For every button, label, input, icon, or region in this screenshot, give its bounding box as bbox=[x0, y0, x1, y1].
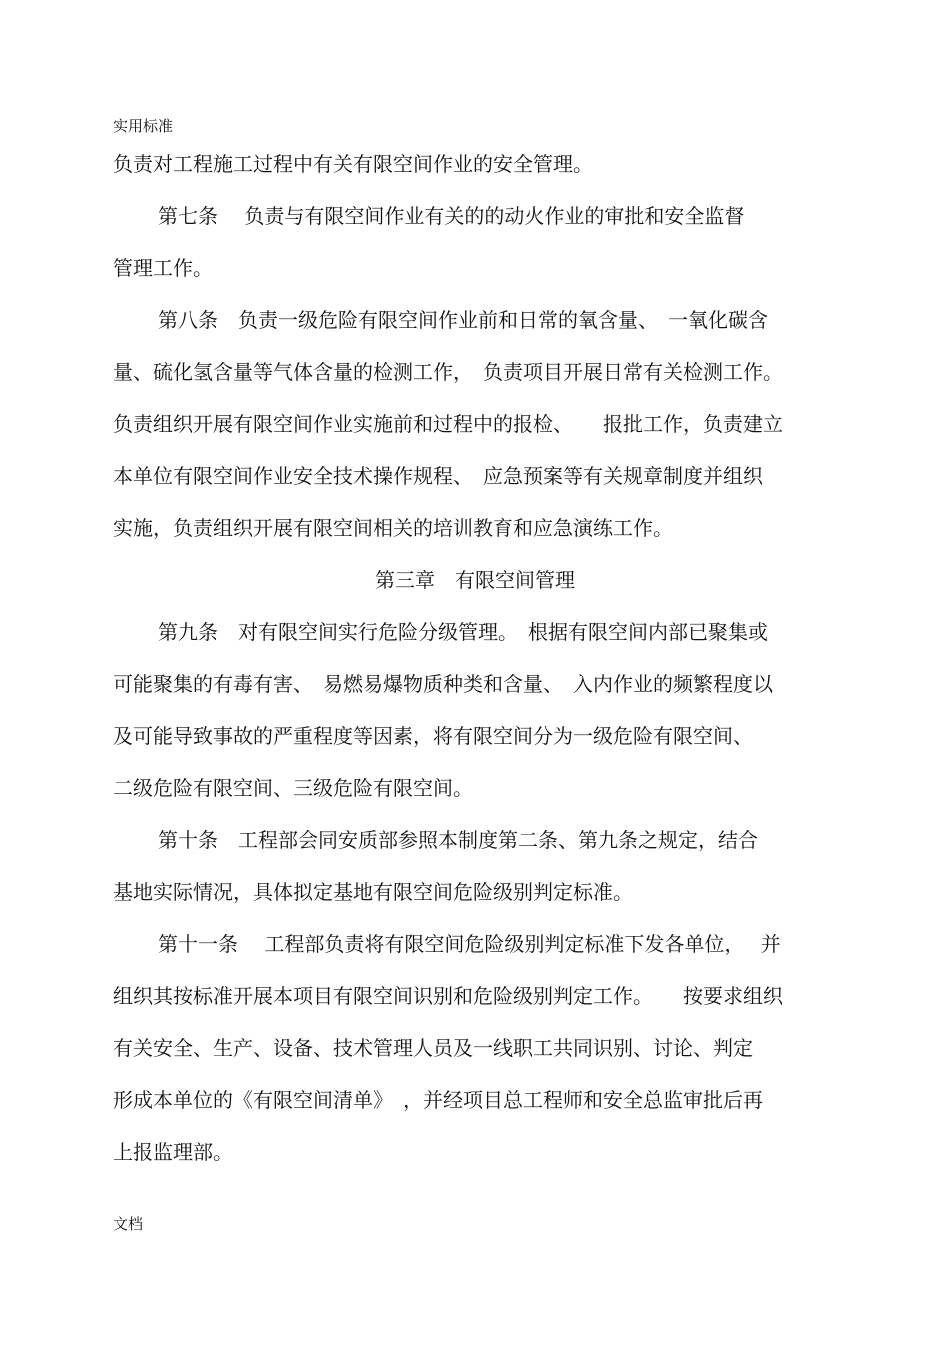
body-line: 管理工作。 bbox=[113, 256, 213, 280]
body-line: 负责组织开展有限空间作业实施前和过程中的报检、 报批工作，负责建立 bbox=[113, 412, 783, 436]
body-line: 负责对工程施工过程中有关有限空间作业的安全管理。 bbox=[113, 152, 593, 176]
body-line: 可能聚集的有毒有害、 易燃易爆物质种类和含量、 入内作业的频繁程度以 bbox=[113, 672, 773, 696]
article-8-line: 第八条 负责一级危险有限空间作业前和日常的氧含量、 一氧化碳含 bbox=[158, 308, 768, 332]
body-line: 形成本单位的《有限空间清单》 ，并经项目总工程师和安全总监审批后再 bbox=[113, 1088, 763, 1112]
body-line: 基地实际情况，具体拟定基地有限空间危险级别判定标准。 bbox=[113, 880, 633, 904]
body-line: 量、硫化氢含量等气体含量的检测工作， 负责项目开展日常有关检测工作。 bbox=[113, 360, 783, 384]
article-7-line: 第七条 负责与有限空间作业有关的的动火作业的审批和安全监督 bbox=[158, 204, 745, 228]
body-line: 及可能导致事故的严重程度等因素，将有限空间分为一级危险有限空间、 bbox=[113, 724, 753, 748]
article-11-line: 第十一条 工程部负责将有限空间危险级别判定标准下发各单位， 并 bbox=[158, 932, 781, 956]
body-line: 二级危险有限空间、三级危险有限空间。 bbox=[113, 776, 473, 800]
page-footer: 文档 bbox=[113, 1215, 144, 1233]
article-9-line: 第九条 对有限空间实行危险分级管理。 根据有限空间内部已聚集或 bbox=[158, 620, 768, 644]
page-header: 实用标准 bbox=[113, 117, 174, 135]
chapter-heading: 第三章 有限空间管理 bbox=[375, 568, 575, 592]
body-line: 本单位有限空间作业安全技术操作规程、 应急预案等有关规章制度并组织 bbox=[113, 464, 763, 488]
body-line: 组织其按标准开展本项目有限空间识别和危险级别判定工作。 按要求组织 bbox=[113, 984, 783, 1008]
body-line: 有关安全、生产、设备、技术管理人员及一线职工共同识别、讨论、判定 bbox=[113, 1036, 753, 1060]
article-10-line: 第十条 工程部会同安质部参照本制度第二条、第九条之规定，结合 bbox=[158, 828, 758, 852]
body-line: 上报监理部。 bbox=[113, 1140, 233, 1164]
body-line: 实施，负责组织开展有限空间相关的培训教育和应急演练工作。 bbox=[113, 516, 673, 540]
